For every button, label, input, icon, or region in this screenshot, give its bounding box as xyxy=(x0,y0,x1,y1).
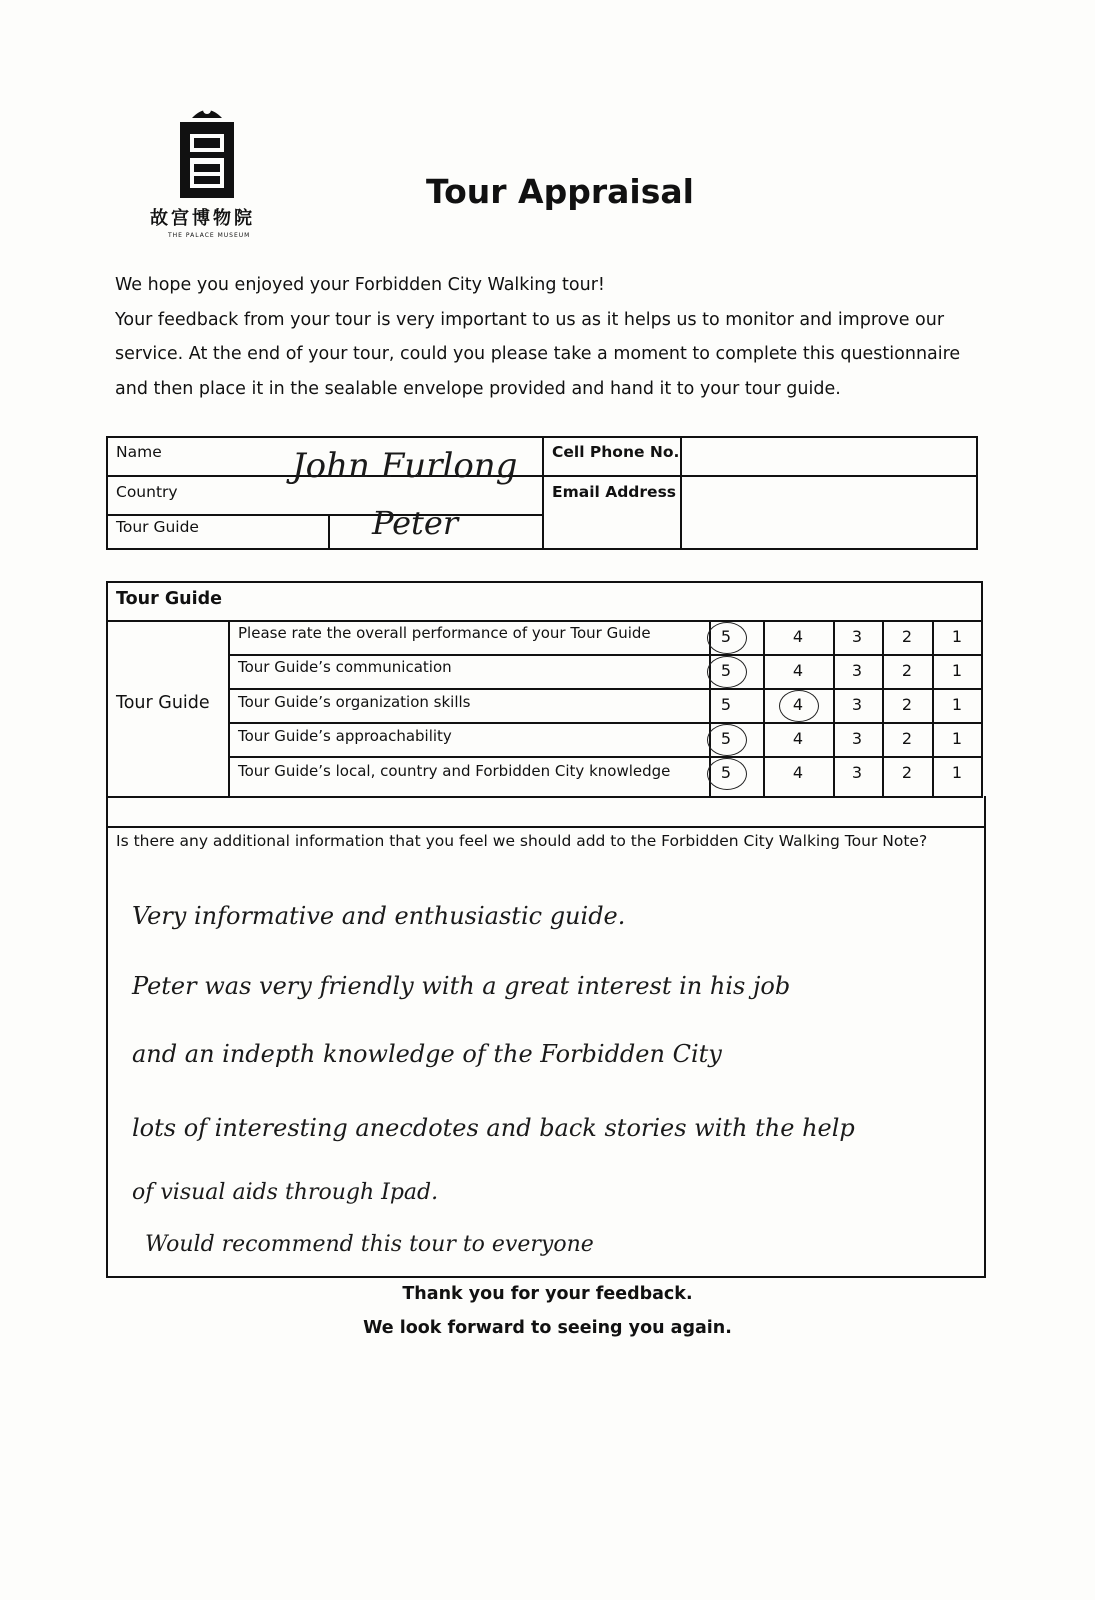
rating-option-2[interactable]: 2 xyxy=(901,661,913,680)
intro-line: and then place it in the sealable envelope provided and hand it to your tour guide. xyxy=(115,378,841,399)
country-label: Country xyxy=(116,483,178,501)
rating-option-4[interactable]: 4 xyxy=(792,763,804,782)
rating-option-3[interactable]: 3 xyxy=(851,627,863,646)
selected-rating-circle xyxy=(707,656,747,688)
comment-line[interactable]: and an indepth knowledge of the Forbidden City xyxy=(132,1040,722,1068)
rating-option-1[interactable]: 1 xyxy=(951,695,963,714)
tour-guide-field[interactable]: Peter xyxy=(372,504,459,542)
rating-option-1[interactable]: 1 xyxy=(951,763,963,782)
rating-option-3[interactable]: 3 xyxy=(851,729,863,748)
rating-option-1[interactable]: 1 xyxy=(951,729,963,748)
logo-english-text: THE PALACE MUSEUM xyxy=(168,232,251,239)
selected-rating-circle xyxy=(707,622,747,654)
rating-option-3[interactable]: 3 xyxy=(851,695,863,714)
page-title: Tour Appraisal xyxy=(426,172,694,211)
rating-option-3[interactable]: 3 xyxy=(851,763,863,782)
rating-row-label: Tour Guide’s organization skills xyxy=(238,693,471,711)
email-label: Email Address xyxy=(552,483,677,501)
comment-line[interactable]: of visual aids through Ipad. xyxy=(132,1180,439,1205)
rating-option-5[interactable]: 5 xyxy=(720,627,732,646)
comment-line[interactable]: lots of interesting anecdotes and back stories with the help xyxy=(132,1114,855,1142)
rating-option-2[interactable]: 2 xyxy=(901,627,913,646)
rating-option-4[interactable]: 4 xyxy=(792,627,804,646)
name-label: Name xyxy=(116,443,162,461)
additional-question: Is there any additional information that you feel we should add to the Forbidden City Walking Tour Note? xyxy=(116,832,928,850)
ratings-group-label: Tour Guide xyxy=(116,693,210,713)
rating-option-2[interactable]: 2 xyxy=(901,729,913,748)
logo-chinese-text: 故宫博物院 xyxy=(150,208,255,229)
cell-phone-label: Cell Phone No. xyxy=(552,443,680,461)
rating-row-label: Tour Guide’s approachability xyxy=(238,727,452,745)
rating-option-1[interactable]: 1 xyxy=(951,661,963,680)
rating-option-4[interactable]: 4 xyxy=(792,729,804,748)
rating-option-3[interactable]: 3 xyxy=(851,661,863,680)
comment-line[interactable]: Peter was very friendly with a great interest in his job xyxy=(132,972,791,1000)
rating-option-5[interactable]: 5 xyxy=(720,661,732,680)
ratings-section-title: Tour Guide xyxy=(116,589,223,609)
rating-option-4[interactable]: 4 xyxy=(792,661,804,680)
rating-option-1[interactable]: 1 xyxy=(951,627,963,646)
rating-option-2[interactable]: 2 xyxy=(901,695,913,714)
palace-museum-logo xyxy=(150,100,280,239)
comment-line[interactable]: Very informative and enthusiastic guide. xyxy=(132,902,626,930)
palace-gate-icon xyxy=(172,100,242,200)
name-field[interactable]: John Furlong xyxy=(292,446,518,486)
rating-option-5[interactable]: 5 xyxy=(720,695,732,714)
rating-option-5[interactable]: 5 xyxy=(720,763,732,782)
selected-rating-circle xyxy=(707,758,747,790)
intro-line: service. At the end of your tour, could you please take a moment to complete this questionnaire xyxy=(115,344,961,364)
selected-rating-circle xyxy=(779,690,819,722)
rating-option-2[interactable]: 2 xyxy=(901,763,913,782)
rating-row-label: Tour Guide’s local, country and Forbidden City knowledge xyxy=(238,762,671,780)
intro-line: Your feedback from your tour is very important to us as it helps us to monitor and improve our xyxy=(115,309,945,330)
intro-text xyxy=(115,268,965,406)
rating-option-5[interactable]: 5 xyxy=(720,729,732,748)
thank-you-text: Thank you for your feedback. xyxy=(402,1284,693,1304)
rating-row-label: Please rate the overall performance of your Tour Guide xyxy=(238,624,651,642)
selected-rating-circle xyxy=(707,724,747,756)
tour-guide-label: Tour Guide xyxy=(116,518,199,536)
closing-text: We look forward to seeing you again. xyxy=(363,1318,732,1338)
rating-row-label: Tour Guide’s communication xyxy=(238,658,452,676)
intro-line: We hope you enjoyed your Forbidden City Walking tour! xyxy=(115,275,605,295)
comment-line[interactable]: Would recommend this tour to everyone xyxy=(145,1232,594,1257)
rating-option-4[interactable]: 4 xyxy=(792,695,804,714)
